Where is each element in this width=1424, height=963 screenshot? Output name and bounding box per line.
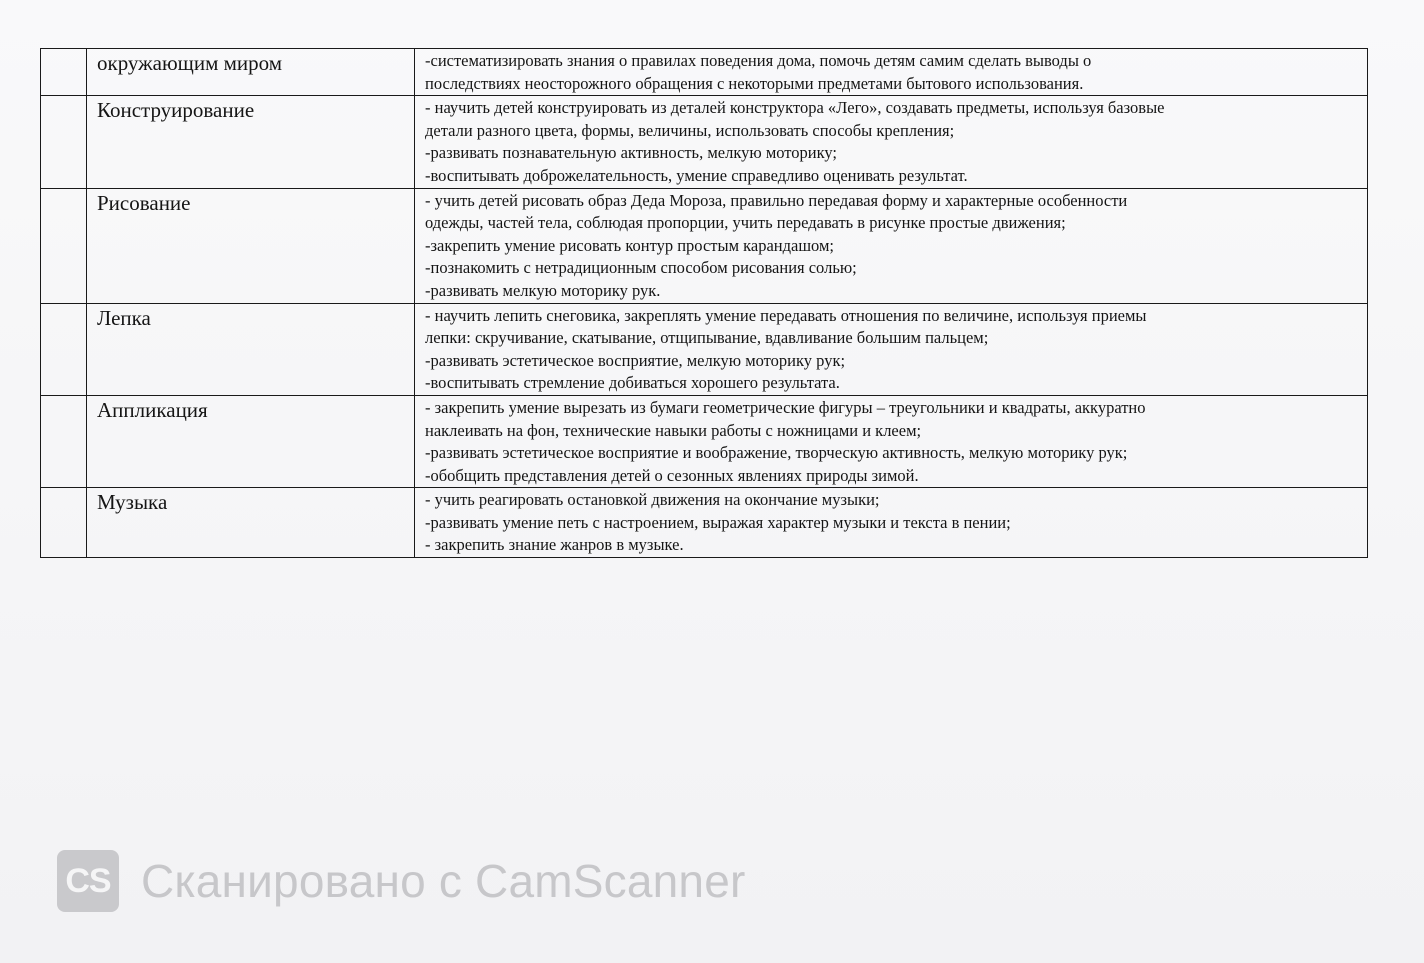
goal-line: - научить детей конструировать из деталей конструктора «Лего», создавать предметы, используя базовые	[425, 98, 1165, 118]
goal-line: -воспитывать доброжелательность, умение справедливо оценивать результат.	[425, 165, 968, 185]
activity-area-cell: Аппликация	[87, 395, 415, 487]
activity-area-cell: Музыка	[87, 488, 415, 558]
activity-area-cell: Лепка	[87, 303, 415, 395]
goal-line: -развивать мелкую моторику рук.	[425, 280, 661, 300]
goal-line: последствиях неосторожного обращения с некоторыми предметами бытового использования.	[425, 73, 1084, 93]
goal-line: детали разного цвета, формы, величины, использовать способы крепления;	[425, 120, 955, 140]
goal-line: - закрепить знание жанров в музыке.	[425, 535, 684, 555]
blank-cell	[41, 49, 87, 96]
table-row	[41, 96, 1368, 188]
camscanner-watermark	[57, 850, 746, 912]
blank-cell	[41, 395, 87, 487]
goal-line: -обобщить представления детей о сезонных явлениях природы зимой.	[425, 465, 919, 485]
activity-goals-cell	[415, 96, 1368, 188]
activities-table-body	[41, 49, 1368, 558]
activity-area-cell: Рисование	[87, 188, 415, 303]
activities-table	[40, 48, 1368, 558]
goal-line: -развивать умение петь с настроением, выражая характер музыки и текста в пении;	[425, 512, 1011, 532]
goal-line: - научить лепить снеговика, закреплять умение передавать отношения по величине, используя приемы	[425, 305, 1147, 325]
activity-goals-cell	[415, 188, 1368, 303]
watermark-text: Сканировано с CamScanner	[141, 855, 746, 907]
activity-goals-cell	[415, 395, 1368, 487]
activity-goals-cell	[415, 303, 1368, 395]
table-row	[41, 188, 1368, 303]
goal-line: - учить реагировать остановкой движения на окончание музыки;	[425, 490, 880, 510]
goal-line: -развивать эстетическое восприятие, мелкую моторику рук;	[425, 350, 846, 370]
activity-goals-cell	[415, 49, 1368, 96]
goal-line: - учить детей рисовать образ Деда Мороза, правильно передавая форму и характерные особенности	[425, 190, 1128, 210]
goal-line: наклеивать на фон, технические навыки работы с ножницами и клеем;	[425, 420, 922, 440]
activity-area-cell: окружающим миром	[87, 49, 415, 96]
blank-cell	[41, 188, 87, 303]
table-row	[41, 303, 1368, 395]
blank-cell	[41, 488, 87, 558]
table-row	[41, 49, 1368, 96]
goal-line: -развивать познавательную активность, мелкую моторику;	[425, 143, 838, 163]
activity-goals-cell	[415, 488, 1368, 558]
goal-line: -воспитывать стремление добиваться хорошего результата.	[425, 373, 840, 393]
blank-cell	[41, 303, 87, 395]
goal-line: -развивать эстетическое восприятие и воображение, творческую активность, мелкую моторику рук;	[425, 443, 1128, 463]
camscanner-logo-icon: CS	[57, 850, 119, 912]
table-row	[41, 395, 1368, 487]
goal-line: -систематизировать знания о правилах поведения дома, помочь детям самим сделать выводы о	[425, 51, 1092, 70]
goal-line: -закрепить умение рисовать контур простым карандашом;	[425, 235, 835, 255]
goal-line: лепки: скручивание, скатывание, отщипывание, вдавливание большим пальцем;	[425, 328, 989, 348]
blank-cell	[41, 96, 87, 188]
table-row	[41, 488, 1368, 558]
goal-line: - закрепить умение вырезать из бумаги геометрические фигуры – треугольники и квадраты, аккуратно	[425, 397, 1146, 417]
goal-line: -познакомить с нетрадиционным способом рисования солью;	[425, 258, 857, 278]
activity-area-cell: Конструирование	[87, 96, 415, 188]
goal-line: одежды, частей тела, соблюдая пропорции, учить передавать в рисунке простые движения;	[425, 213, 1066, 233]
